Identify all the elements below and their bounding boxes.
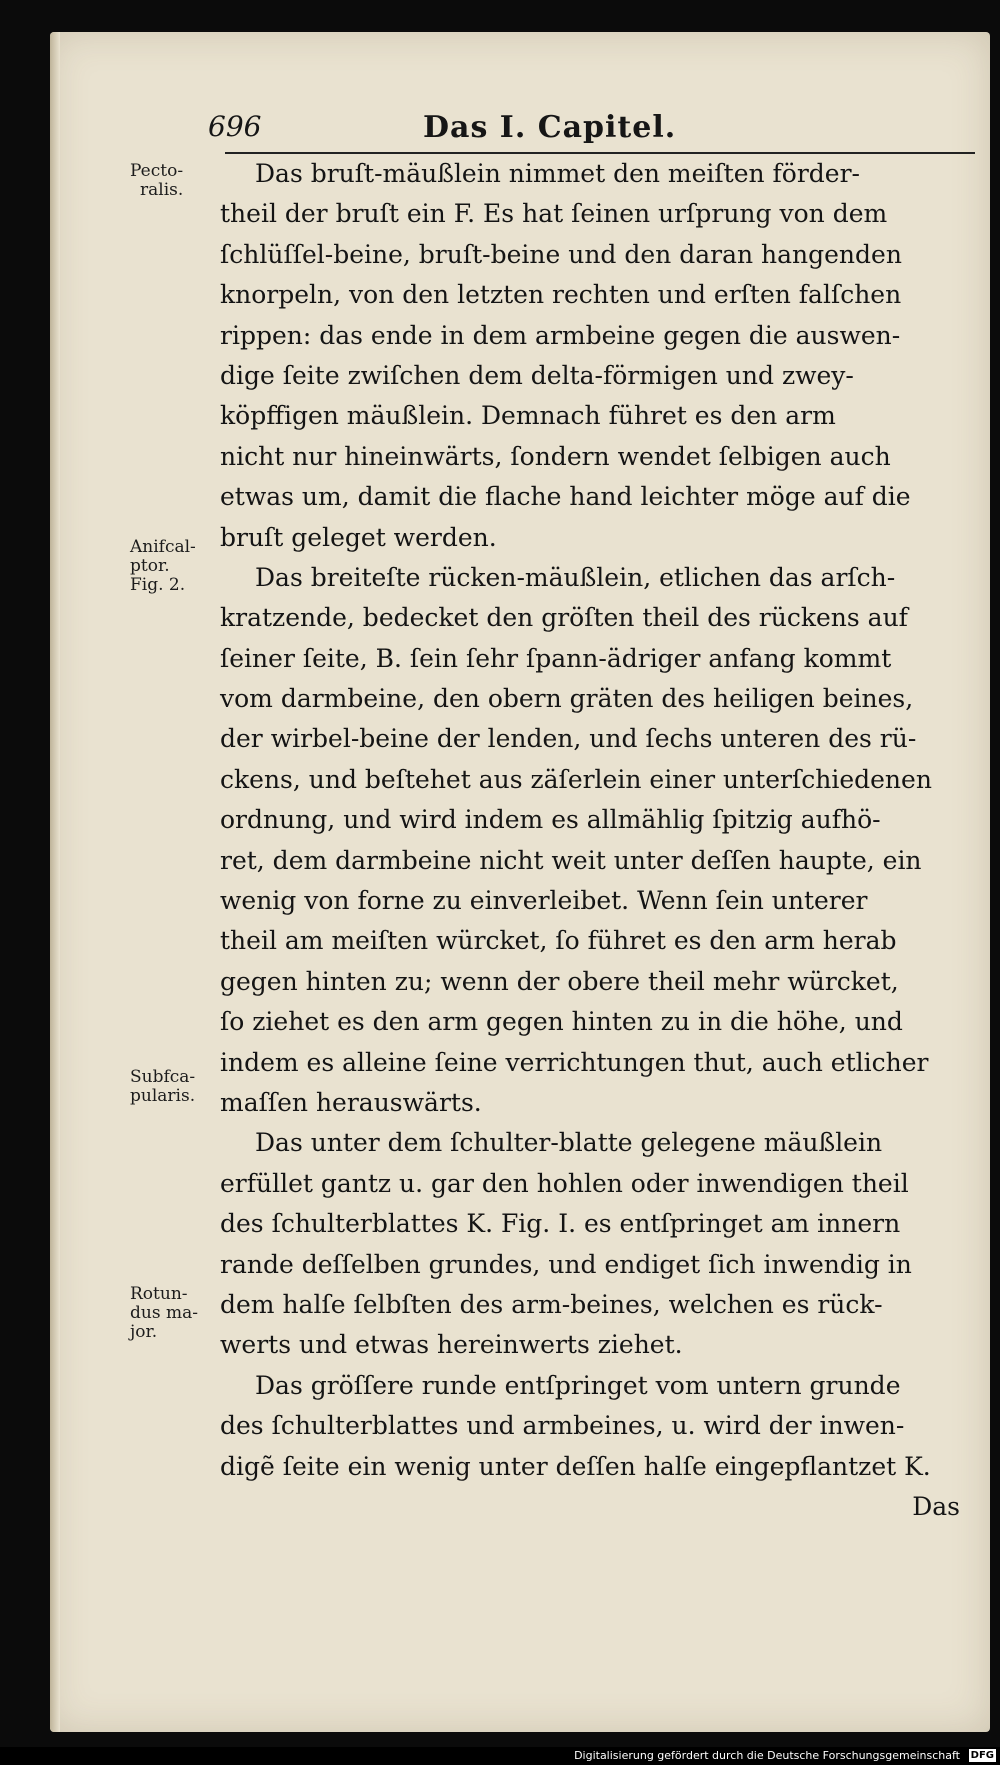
margin-note-line: Rotun- — [130, 1284, 188, 1304]
margin-note-aniscalptor — [130, 538, 230, 595]
text-line: nicht nur hineinwärts, ſondern wendet ſelbigen auch — [220, 441, 891, 471]
text-line: kratzende, bedecket den gröſten theil des rückens auf — [220, 603, 908, 633]
text-line: vom darmbeine, den obern gräten des heiligen beines, — [220, 684, 914, 714]
margin-note-subscapularis — [130, 1068, 230, 1106]
page-header — [208, 110, 958, 150]
text-line: theil der bruſt ein F. Es hat ſeinen urſprung von dem — [220, 199, 888, 229]
text-line: ſo ziehet es den arm gegen hinten zu in die höhe, und — [220, 1007, 903, 1037]
text-line: Das unter dem ſchulter-blatte gelegene mäußlein — [255, 1128, 883, 1158]
text-line: dem halſe ſelbſten des arm-beines, welchen es rück- — [220, 1289, 883, 1319]
text-line: werts und etwas hereinwerts ziehet. — [220, 1330, 683, 1360]
margin-note-line: Pecto- — [130, 161, 184, 181]
text-line: digẽ ſeite ein wenig unter deſſen halſe eingepflantzet K. — [220, 1451, 931, 1481]
text-line: des ſchulterblattes K. Fig. I. es entſpringet am innern — [220, 1209, 901, 1239]
margin-note-pectoralis — [130, 162, 230, 200]
margin-note-line: Fig. 2. — [130, 575, 186, 595]
text-line: ſchlüſſel-beine, bruſt-beine und den daran hangenden — [220, 239, 902, 269]
text-line: der wirbel-beine der lenden, und ſechs unteren des rü- — [220, 724, 917, 754]
funding-credit: Digitalisierung gefördert durch die Deutsche Forschungsgemeinschaft — [574, 1749, 960, 1762]
margin-note-line: pularis. — [130, 1086, 196, 1106]
text-line: knorpeln, von den letzten rechten und erſten falſchen — [220, 280, 902, 310]
book-page — [50, 32, 990, 1732]
text-line: ret, dem darmbeine nicht weit unter deſſen haupte, ein — [220, 845, 922, 875]
text-line: ſeiner ſeite, B. ſein ſehr ſpann-ädriger anfang kommt — [220, 643, 892, 673]
text-line: Das bruſt-mäußlein nimmet den meiſten förder- — [255, 159, 861, 188]
margin-note-line: dus ma- — [130, 1303, 198, 1323]
text-line: des ſchulterblattes und armbeines, u. wird der inwen- — [220, 1411, 905, 1441]
footer-bar — [0, 1747, 1000, 1765]
text-line: etwas um, damit die flache hand leichter möge auf die — [220, 482, 911, 512]
margin-note-line: ralis. — [140, 180, 184, 200]
text-line: Das breiteſte rücken-mäußlein, etlichen das arſch- — [255, 562, 896, 592]
text-line: rippen: das ende in dem armbeine gegen die auswen- — [220, 320, 901, 350]
margin-note-line: Subfca- — [130, 1067, 196, 1087]
text-line: rande deſſelben grundes, und endiget ſich inwendig in — [220, 1249, 912, 1279]
text-line: bruſt geleget werden. — [220, 522, 497, 552]
text-line: Das gröſſere runde entſpringet vom untern grunde — [255, 1370, 901, 1400]
text-line: erfüllet gantz u. gar den hohlen oder inwendigen theil — [220, 1168, 909, 1198]
text-line: köpffigen mäußlein. Demnach führet es den arm — [220, 401, 836, 431]
text-line: theil am meiſten würcket, ſo führet es den arm herab — [220, 926, 897, 956]
page-edge-shadow — [50, 32, 60, 1732]
running-title: Das I. Capitel. — [423, 110, 677, 145]
catchword: Das — [912, 1491, 960, 1521]
text-line: indem es alleine ſeine verrichtungen thut, auch etlicher — [220, 1047, 929, 1077]
page-number: 696 — [208, 110, 262, 143]
dfg-logo: DFG — [970, 1750, 994, 1761]
margin-note-line: ptor. — [130, 556, 170, 576]
text-line: ckens, und beſtehet aus zäſerlein einer unterſchiedenen — [220, 764, 932, 794]
text-line: wenig von forne zu einverleibet. Wenn ſein unterer — [220, 886, 868, 916]
margin-note-line: Anifcal- — [130, 537, 196, 557]
main-text — [220, 154, 980, 1527]
margin-note-rotundus-major — [130, 1285, 230, 1342]
text-line: ordnung, und wird indem es allmählig ſpitzig aufhö- — [220, 805, 881, 835]
text-line: dige ſeite zwiſchen dem delta-förmigen und zwey- — [220, 360, 854, 390]
text-line: maſſen herauswärts. — [220, 1087, 482, 1117]
text-line: gegen hinten zu; wenn der obere theil mehr würcket, — [220, 966, 899, 996]
margin-note-line: jor. — [130, 1322, 158, 1342]
